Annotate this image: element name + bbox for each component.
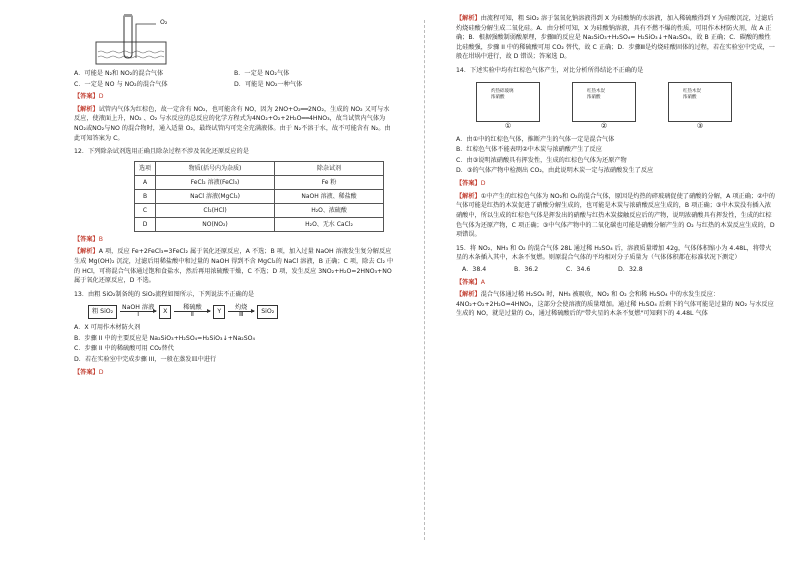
q11-answer: 【答案】D bbox=[74, 93, 104, 101]
table-row: C Cl₂(HCl) H₂O、浓硫酸 bbox=[135, 203, 384, 217]
table-row: B NaCl 溶液(MgCl₂) NaOH 溶液、稀盐酸 bbox=[135, 189, 384, 203]
q15-option-c: C．34.6 bbox=[566, 265, 591, 273]
q15-option-d: D．32.8 bbox=[618, 265, 643, 273]
q14-stem: 14．下述实验中均有红棕色气体产生，对比分析所得结论不正确的是 bbox=[456, 67, 644, 75]
q13-option-c: C．步骤 II 中的稀硫酸可用 CO₂替代 bbox=[74, 345, 174, 353]
q11-option-d: D．可能是 NO₂一种气体 bbox=[234, 80, 303, 88]
q12-table bbox=[134, 161, 384, 232]
q12-answer: 【答案】B bbox=[74, 235, 103, 243]
q14-option-b: B．红棕色气体不能表明②中木炭与浓硝酸产生了反应 bbox=[456, 146, 602, 154]
table-row: D NO(NO₂) H₂O、无水 CaCl₂ bbox=[135, 217, 384, 231]
flow-x: X bbox=[159, 305, 171, 319]
figure-o2-label: O₂ bbox=[160, 19, 168, 26]
q14-answer: 【答案】D bbox=[456, 180, 486, 188]
q12-stem: 12．下列除杂试剂选用正确且除杂过程不涉及氧化还原反应的是 bbox=[74, 148, 249, 156]
q15-option-a: A．38.4 bbox=[462, 265, 487, 273]
q13-option-d: D．若在实验室中完成步骤 III，一般在蒸发皿中进行 bbox=[74, 355, 217, 363]
q13-option-a: A．X 可用作木材防火剂 bbox=[74, 324, 141, 332]
apparatus-1: 灼热碎玻璃 浓硝酸 ① bbox=[476, 82, 540, 122]
q15-answer: 【答案】A bbox=[456, 278, 485, 286]
flow-arrow-3: 灼烧 Ⅲ bbox=[228, 305, 254, 320]
flow-end: SiO₂ bbox=[257, 305, 278, 319]
q14-option-a: A．由①中的红棕色气体，推断产生的气体一定是混合气体 bbox=[456, 135, 615, 143]
q14-apparatus bbox=[476, 82, 776, 130]
right-column bbox=[456, 12, 776, 321]
table-row: A FeCl₂ 溶液(FeCl₃) Fe 粉 bbox=[135, 175, 384, 189]
table-row: 选项 物质(括号内为杂质) 除杂试剂 bbox=[135, 161, 384, 175]
q11-explanation: 【解析】试管内气体为红棕色，故一定含有 NO₂，也可能含有 NO，因为 2NO+O₂══2NO₂，生成的 NO₂ 又可与水反应，使液面上升，NO₂ 、O₂ 与水反应的总反应的化学方程式为4NO₂+O₂+2H₂O══4HNO₃，故当试管内气体为NO₂或NO₂与NO 的混合物时，通入适量 O₂，最终试管内可完全充满液体。由于 N₂不溶于水，故不可能含有 N₂。由此可知答案为 C。 bbox=[74, 105, 391, 142]
q13-stem: 13．由粗 SiO₂制备纯的 SiO₂流程如图所示，下列说法不正确的是 bbox=[74, 290, 255, 298]
apparatus-2: 红热木炭 浓硝酸 ② bbox=[572, 82, 636, 122]
flow-y: Y bbox=[213, 305, 225, 319]
q11-option-a: A．可能是 N₂和 NO₂的混合气体 bbox=[74, 70, 164, 77]
q11-option-c: C．一定是 NO 与 NO₂的混合气体 bbox=[74, 80, 168, 88]
q15-options bbox=[462, 265, 776, 275]
q15-stem: 15．将 NO₂、NH₃ 和 O₂ 的混合气体 28L 通过稀 H₂SO₄ 后，溶液质量增加 42g，气体体积缩小为 4.48L，将带火星的木条插入其中，木条不复燃。则原混合气体的平均相对分子质量为（气体体积都在标准状况下测定） bbox=[456, 244, 772, 262]
q13-explanation: 【解析】由流程可知，粗 SiO₂ 溶于氢氧化钠溶液得到 X 为硅酸钠的水溶液，加入稀硫酸得到 Y 为硅酸沉淀，过滤后灼烧硅酸分解生成二氧化硅。A．由分析可知，X 为硅酸钠溶液，具有不燃不爆的性质，可用作木材防火剂，故 A 正确；B．根据强酸制弱酸原理，步骤Ⅱ的反应是 Na₂SiO₃+H₂SO₄= H₂SiO₃↓+Na₂SO₄，故 B 正确；C．碳酸的酸性比硅酸强，步骤 II 中的稀硫酸可用 CO₂ 替代，故 C 正确；D．步骤Ⅲ是灼烧硅酸固体的过程，若在实验室中完成，一般在坩埚中进行，故 D 错误；答案选 D。 bbox=[456, 15, 775, 61]
q14-explanation: 【解析】①中产生的红棕色气体为 NO₂和 O₂的混合气体，原因是灼热的碎玻璃促使了硝酸的分解，A 项正确；②中的气体可能是红热的木炭促进了硝酸分解生成的，也可能是木炭与浓硝酸反应生成的，B 项正确；③中木炭没有插入浓硝酸中，所以生成的红棕色气体是挥发出的硝酸与红热木炭接触反应后的产物，说明浓硝酸具有挥发性，生成的红棕色气体为还原产物，C 项正确；③中气体产物中的二氧化碳也可能是硝酸分解产生的 O₂ 与红热的木炭反应生成的，D 项错误。 bbox=[456, 192, 775, 239]
left-column bbox=[74, 12, 394, 380]
flow-start: 粗 SiO₂ bbox=[88, 305, 117, 319]
q13-answer: 【答案】D bbox=[74, 368, 104, 376]
apparatus-3: 红热木炭 浓硝酸 ③ bbox=[668, 82, 732, 122]
q13-flowchart bbox=[88, 305, 394, 320]
gas-apparatus-figure bbox=[94, 12, 394, 68]
q14-option-c: C．由③说明浓硝酸具有挥发性，生成的红棕色气体为还原产物 bbox=[456, 156, 627, 164]
inverted-tube-figure bbox=[94, 12, 184, 68]
q11-option-b: B．一定是 NO₂气体 bbox=[234, 70, 290, 77]
column-divider bbox=[424, 20, 425, 540]
flow-arrow-2: 稀硫酸 Ⅱ bbox=[174, 305, 210, 320]
flow-arrow-1: NaOH 溶液 Ⅰ bbox=[122, 303, 155, 319]
q14-option-d: D．③的气体产物中检测出 CO₂，由此说明木炭一定与浓硝酸发生了反应 bbox=[456, 167, 654, 175]
q12-explanation: 【解析】A 项，反应 Fe+2FeCl₃=3FeCl₂ 属于氧化还原反应，A 不选；B 项，加入过量 NaOH 溶液发生复分解反应生成 Mg(OH)₂ 沉淀，过滤后用稀盐酸中和过量的 NaOH 得到不含 MgCl₂的 NaCl 溶液，B 正确；C 项，除去 Cl₂ 中的 HCl，可将混合气体通过饱和食盐水，然后再用浓硫酸干燥，C 不选；D 项，发生反应 3NO₂+H₂O=2HNO₃+NO 属于氧化还原反应，D 不选。 bbox=[74, 248, 394, 285]
q11-options-row1 bbox=[74, 69, 394, 79]
q15-explanation: 【解析】混合气体通过稀 H₂SO₄ 时，NH₃ 被吸收，NO₂ 和 O₂ 会和稀 H₂SO₄ 中的水发生反应：4NO₂+O₂+2H₂O=4HNO₃，这部分会使溶液的质量增加。通过稀 H₂SO₄ 后剩下的气体可能是过量的 NO₂ 与水反应生成的 NO，就是过量的 O₂，通过稀硫酸后的"带火星的木条不复燃"可知剩下的 4.48L 气体 bbox=[456, 291, 774, 318]
q13-option-b: B．步骤 II 中的主要反应是 Na₂SiO₃+H₂SO₄=H₂SiO₃↓+Na₂SO₄ bbox=[74, 334, 256, 342]
q11-options-row2 bbox=[74, 80, 394, 90]
q15-option-b: B．36.2 bbox=[514, 265, 539, 273]
